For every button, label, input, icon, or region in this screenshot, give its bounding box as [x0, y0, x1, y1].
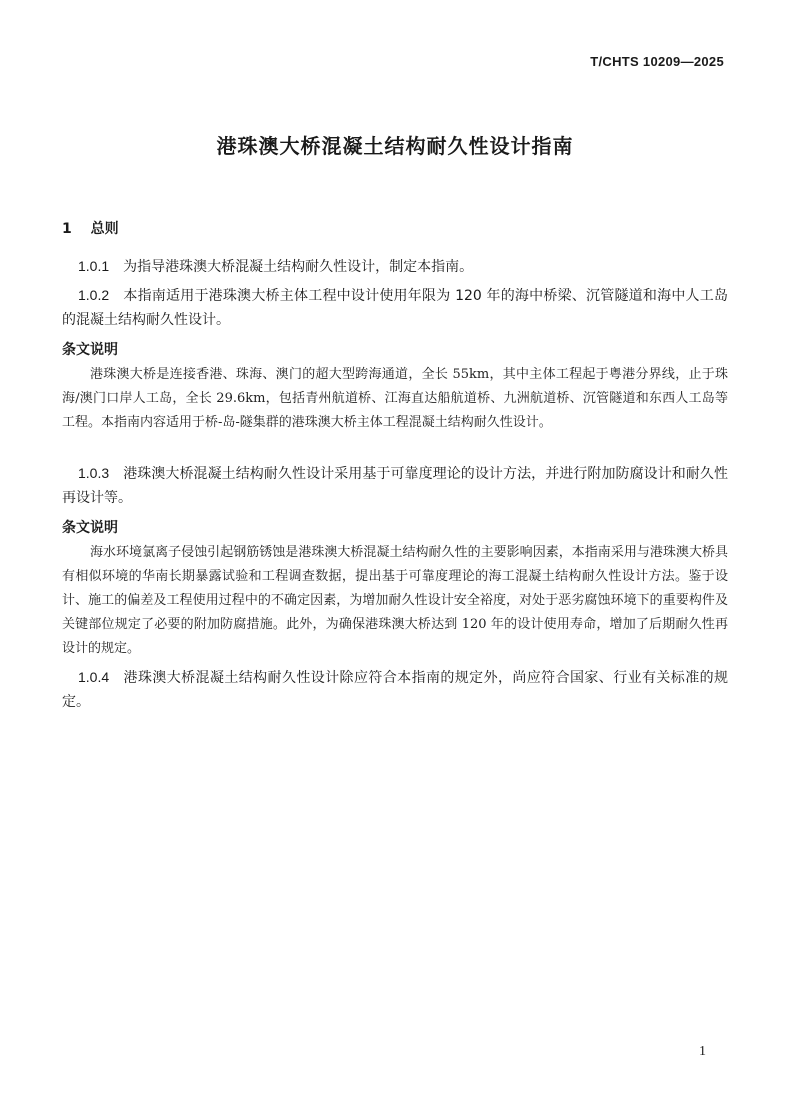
clause-number: 1.0.3	[78, 465, 110, 481]
commentary-label: 条文说明	[62, 520, 118, 536]
commentary-label: 条文说明	[62, 342, 118, 358]
commentary-text: 港珠澳大桥是连接香港、珠海、澳门的超大型跨海通道，全长 55km，其中主体工程起于粤港分界线，止于珠海/澳门口岸人工岛，全长 29.6km，包括青州航道桥、江海直达船航道桥、九洲航道桥、沉管隧道和东西人工岛等工程。本指南内容适用于桥-岛-隧集群的港珠澳大桥主体工程混凝土结构耐久性设计。	[62, 367, 728, 430]
commentary-text: 海水环境氯离子侵蚀引起钢筋锈蚀是港珠澳大桥混凝土结构耐久性的主要影响因素，本指南采用与港珠澳大桥具有相似环境的华南长期暴露试验和工程调查数据，提出基于可靠度理论的海工混凝土结构耐久性设计方法。鉴于设计、施工的偏差及工程使用过程中的不确定因素，为增加耐久性设计安全裕度，对处于恶劣腐蚀环境下的重要构件及关键部位规定了必要的附加防腐措施。此外，为确保港珠澳大桥达到 120 年的设计使用寿命，增加了后期耐久性再设计的规定。	[62, 545, 728, 656]
clause-number: 1.0.4	[78, 669, 110, 685]
standard-code: T/CHTS 10209—2025	[590, 54, 724, 69]
page-number: 1	[699, 1044, 706, 1059]
clause-1-0-3	[62, 461, 728, 510]
document-title: 港珠澳大桥混凝土结构耐久性设计指南	[216, 134, 574, 158]
clause-text: 港珠澳大桥混凝土结构耐久性设计除应符合本指南的规定外，尚应符合国家、行业有关标准的规定。	[62, 670, 728, 710]
section-heading	[62, 218, 119, 238]
clause-1-0-1	[62, 254, 728, 279]
clause-text: 港珠澳大桥混凝土结构耐久性设计采用基于可靠度理论的设计方法，并进行附加防腐设计和耐久性再设计等。	[62, 466, 728, 506]
section-title: 总则	[90, 221, 119, 237]
section-number: 1	[62, 221, 72, 237]
clause-number: 1.0.1	[78, 258, 110, 274]
clause-1-0-4	[62, 665, 728, 714]
clause-1-0-2	[62, 283, 728, 332]
clause-text: 本指南适用于港珠澳大桥主体工程中设计使用年限为 120 年的海中桥梁、沉管隧道和海中人工岛的混凝土结构耐久性设计。	[62, 288, 728, 328]
clause-text: 为指导港珠澳大桥混凝土结构耐久性设计，制定本指南。	[123, 259, 474, 275]
clause-number: 1.0.2	[78, 287, 110, 303]
